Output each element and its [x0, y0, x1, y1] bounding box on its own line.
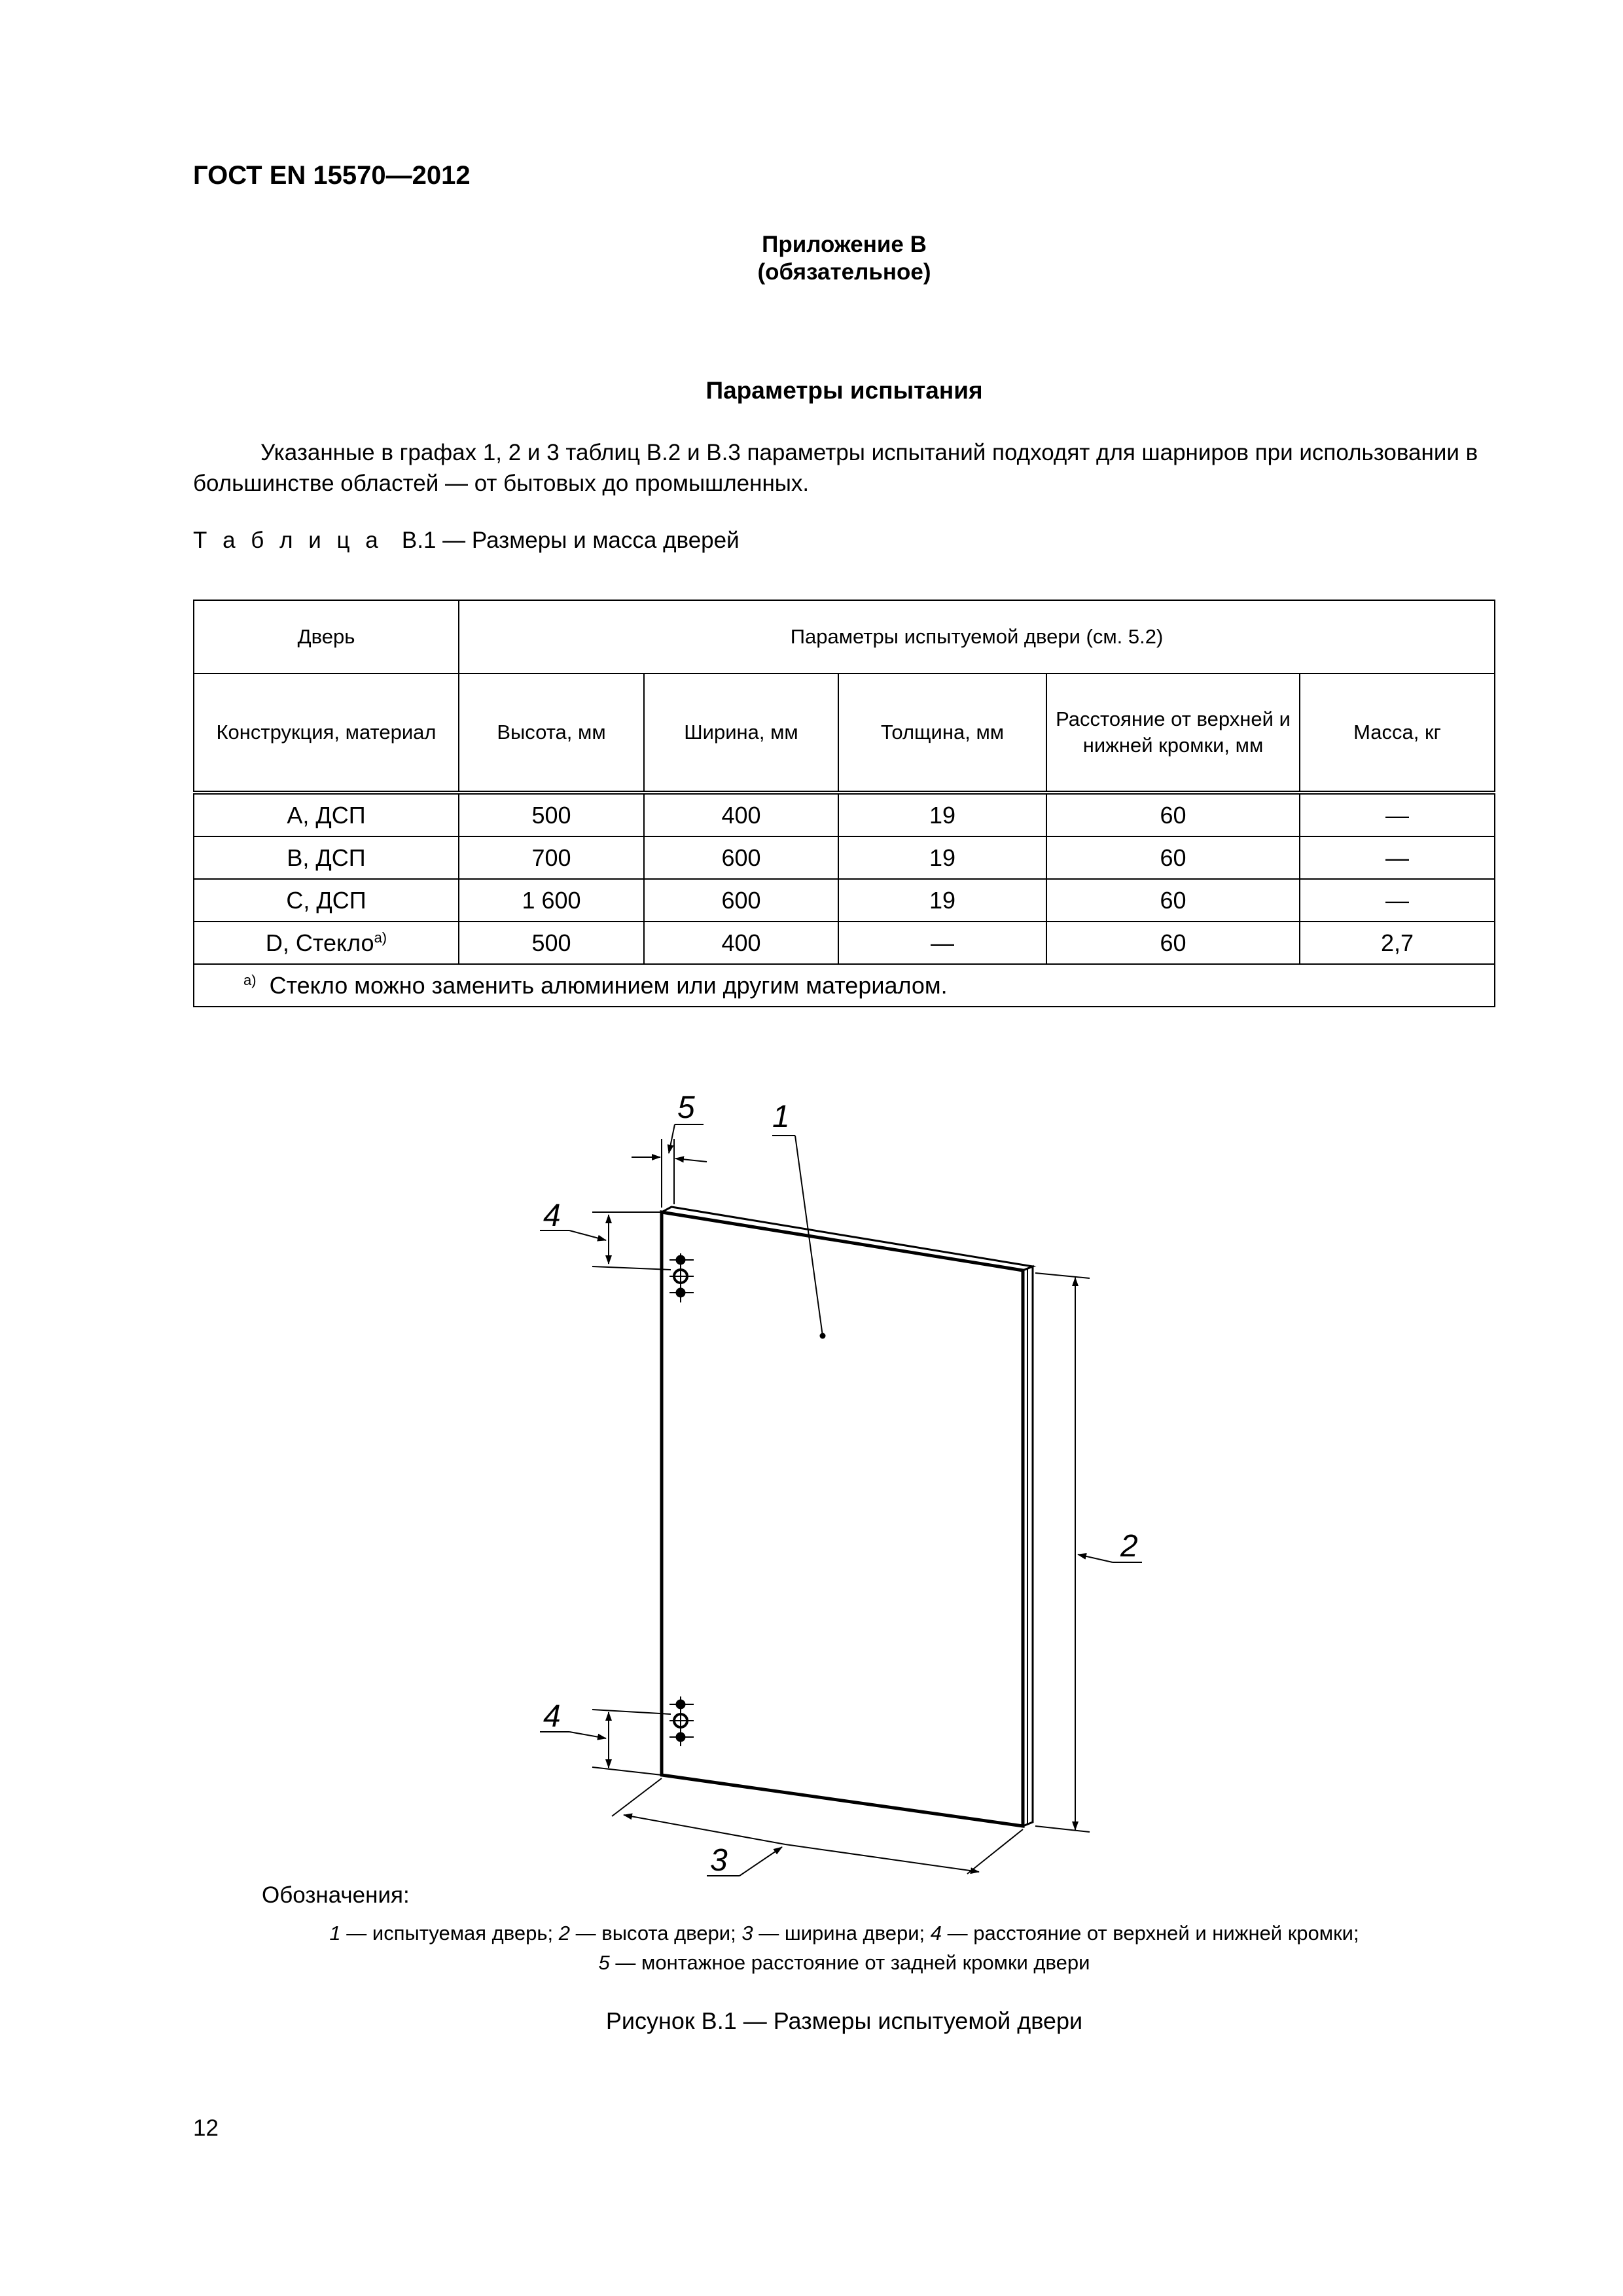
table-cell: 400	[644, 922, 838, 964]
door-side-edge	[1023, 1266, 1033, 1826]
table-cell: 500	[459, 793, 644, 836]
table-footnote	[194, 964, 1495, 1007]
table-caption-text: В.1 — Размеры и масса дверей	[401, 528, 740, 553]
callout-4-bottom: 4	[543, 1699, 561, 1734]
table-cell: —	[1300, 836, 1495, 879]
table-cell: B, ДСП	[194, 836, 459, 879]
header-thickness: Толщина, мм	[838, 673, 1046, 793]
table-cell: 2,7	[1300, 922, 1495, 964]
table-cell: 1 600	[459, 879, 644, 922]
page-number: 12	[193, 2115, 219, 2141]
header-test-params: Параметры испытуемой двери (см. 5.2)	[459, 600, 1495, 673]
table-cell: D, Стекло$^{a)}$	[194, 922, 459, 964]
header-door: Дверь	[194, 600, 459, 673]
callout-1: 1	[772, 1100, 790, 1134]
figure-caption: Рисунок В.1 — Размеры испытуемой двери	[605, 2007, 1083, 2034]
table-caption-prefix: Т а б л и ц а	[193, 528, 383, 553]
table-row	[194, 922, 1495, 964]
document-code: ГОСТ EN 15570—2012	[193, 161, 471, 190]
annex-status: (обязательное)	[757, 259, 931, 285]
table-cell: 19	[838, 836, 1046, 879]
header-width: Ширина, мм	[644, 673, 838, 793]
table-group-header-row	[194, 600, 1495, 673]
door-top-edge	[662, 1207, 1033, 1270]
door-dimensions-table	[193, 600, 1495, 1007]
table-cell: C, ДСП	[194, 879, 459, 922]
table-cell: 600	[644, 879, 838, 922]
hinge-holes-top	[669, 1253, 694, 1302]
section-title: Параметры испытания	[705, 377, 983, 404]
footnote-text: Стекло можно заменить алюминием или другим материалом.	[269, 971, 948, 999]
header-edge-distance: Расстояние от верхней и нижней кромки, мм	[1046, 673, 1300, 793]
footnote-mark: a)	[243, 971, 257, 988]
header-construction: Конструкция, материал	[194, 673, 459, 793]
intro-paragraph: Указанные в графах 1, 2 и 3 таблиц В.2 и В.3 параметры испытаний подходят для шарниров при использовании в большинстве областей — от бытовых до промышленных.	[193, 440, 1478, 496]
table-cell: —	[1300, 879, 1495, 922]
table-cell: —	[838, 922, 1046, 964]
legend-line-2: 5 — монтажное расстояние от задней кромки двери	[598, 1951, 1090, 1974]
door-panel	[662, 1212, 1023, 1826]
header-mass: Масса, кг	[1300, 673, 1495, 793]
table-row	[194, 836, 1495, 879]
table-cell: 700	[459, 836, 644, 879]
table-row	[194, 793, 1495, 836]
header-height: Высота, мм	[459, 673, 644, 793]
table-cell: 60	[1046, 922, 1300, 964]
table-column-header-row	[194, 673, 1495, 793]
callout-4-top: 4	[543, 1198, 561, 1233]
hinge-holes-bottom	[669, 1696, 694, 1746]
table-cell: 400	[644, 793, 838, 836]
table-cell: 60	[1046, 879, 1300, 922]
callout-3: 3	[710, 1843, 728, 1878]
callout-2: 2	[1120, 1529, 1138, 1564]
table-caption	[193, 528, 740, 554]
legend-title: Обозначения:	[262, 1882, 410, 1908]
table-cell: —	[1300, 793, 1495, 836]
callout-5: 5	[677, 1090, 695, 1125]
table-cell: 60	[1046, 793, 1300, 836]
table-cell: 19	[838, 793, 1046, 836]
table-row	[194, 879, 1495, 922]
table-cell: 19	[838, 879, 1046, 922]
annex-title: Приложение В	[762, 232, 927, 257]
table-footnote-row	[194, 964, 1495, 1007]
legend-line-1: 1 — испытуемая дверь; 2 — высота двери; 3 — ширина двери; 4 — расстояние от верхней и нижней кромки;	[329, 1922, 1359, 1945]
table-cell: 500	[459, 922, 644, 964]
table-cell: A, ДСП	[194, 793, 459, 836]
footnote-ref: a)	[374, 929, 387, 946]
table-cell: 600	[644, 836, 838, 879]
table-cell: 60	[1046, 836, 1300, 879]
